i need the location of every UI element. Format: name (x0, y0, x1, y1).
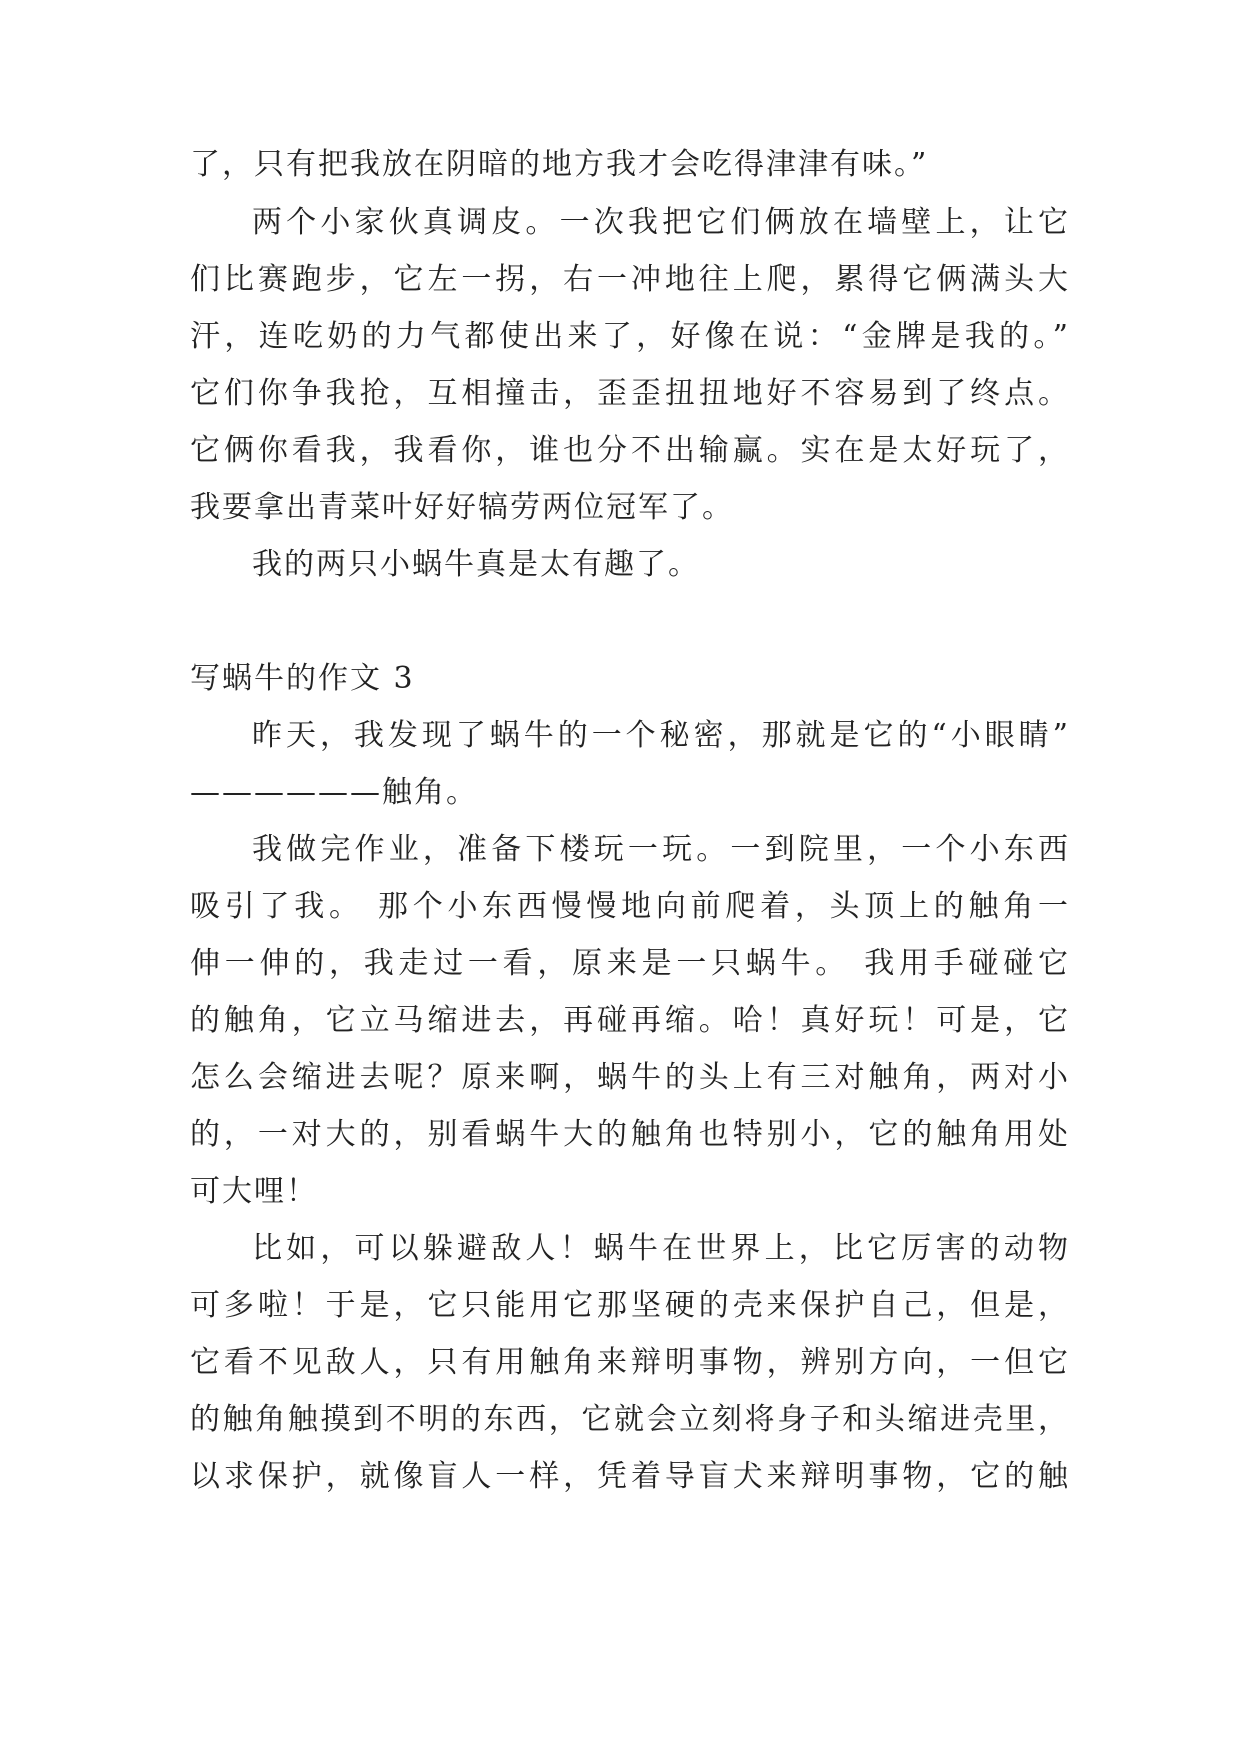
text-line: 的，一对大的，别看蜗牛大的触角也特别小，它的触角用处 (190, 1117, 1070, 1152)
paragraph-first-line: 比如，可以躲避敌人！蜗牛在世界上，比它厉害的动物 (252, 1231, 1070, 1266)
paragraph-first-line: 我做完作业，准备下楼玩一玩。一到院里，一个小东西 (252, 832, 1070, 867)
paragraph-first-line: 两个小家伙真调皮。一次我把它们俩放在墙壁上，让它 (252, 205, 1070, 240)
text-line: 可大哩！ (190, 1174, 318, 1209)
paragraph-first-line: 我的两只小蜗牛真是太有趣了。 (252, 547, 700, 582)
text-line: 它看不见敌人，只有用触角来辩明事物，辨别方向，一但它 (190, 1345, 1070, 1380)
text-line: ——————触角。 (190, 775, 478, 810)
text-line: 汗，连吃奶的力气都使出来了，好像在说：“金牌是我的。” (190, 319, 1070, 354)
paragraph-first-line: 昨天，我发现了蜗牛的一个秘密，那就是它的“小眼睛” (252, 718, 1070, 753)
text-line: 它俩你看我，我看你，谁也分不出输赢。实在是太好玩了， (190, 433, 1070, 468)
text-line: 伸一伸的，我走过一看，原来是一只蜗牛。 我用手碰碰它 (190, 946, 1070, 981)
text-line: 它们你争我抢，互相撞击，歪歪扭扭地好不容易到了终点。 (190, 376, 1070, 411)
section-heading: 写蜗牛的作文 3 (190, 661, 415, 696)
text-line: 了，只有把我放在阴暗的地方我才会吃得津津有味。” (190, 147, 929, 182)
text-line: 可多啦！于是，它只能用它那坚硬的壳来保护自己，但是， (190, 1288, 1070, 1323)
text-line: 怎么会缩进去呢？原来啊，蜗牛的头上有三对触角，两对小 (190, 1060, 1070, 1095)
text-line: 们比赛跑步，它左一拐，右一冲地往上爬，累得它俩满头大 (190, 262, 1070, 297)
text-line: 吸引了我。 那个小东西慢慢地向前爬着，头顶上的触角一 (190, 889, 1070, 924)
text-line: 的触角触摸到不明的东西，它就会立刻将身子和头缩进壳里， (190, 1402, 1070, 1437)
text-line: 我要拿出青菜叶好好犒劳两位冠军了。 (190, 490, 734, 525)
text-line: 的触角，它立马缩进去，再碰再缩。哈！真好玩！可是，它 (190, 1003, 1070, 1038)
text-line: 以求保护，就像盲人一样，凭着导盲犬来辩明事物，它的触 (190, 1459, 1070, 1494)
